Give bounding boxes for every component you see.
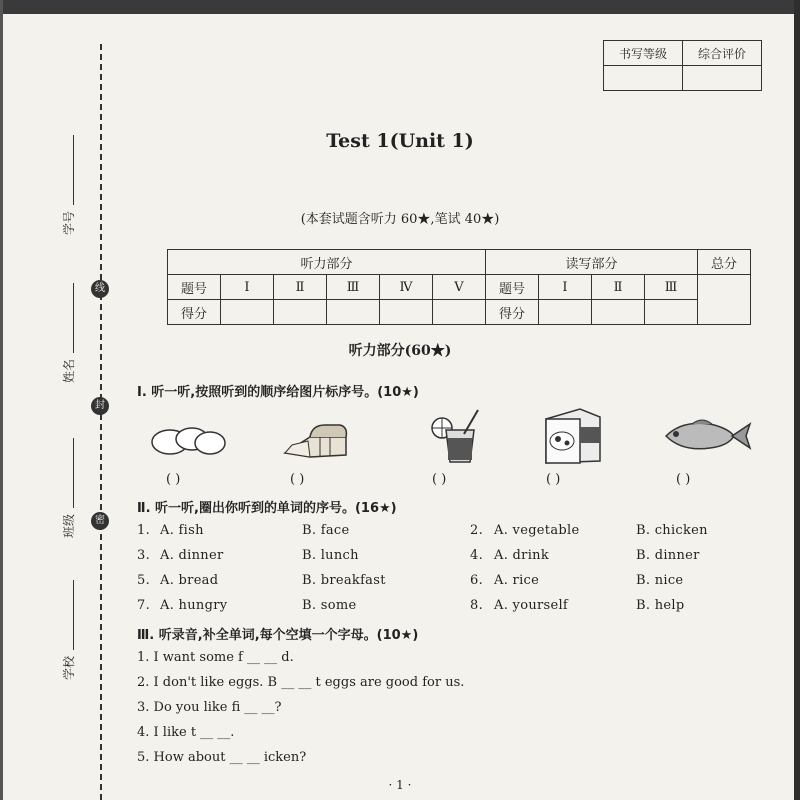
option-b[interactable]: B. dinner bbox=[636, 548, 700, 563]
score-table-row-label: 得分 bbox=[486, 300, 539, 325]
option-b[interactable]: B. lunch bbox=[302, 548, 359, 563]
grade-box-overall-label: 综合评价 bbox=[683, 41, 762, 66]
page-number: · 1 · bbox=[388, 778, 412, 792]
option-a[interactable]: A. bread bbox=[160, 573, 219, 588]
score-table-col: Ⅲ bbox=[645, 275, 698, 300]
answer-blank[interactable]: ( ) bbox=[290, 472, 305, 487]
score-table bbox=[167, 249, 751, 325]
option-b[interactable]: B. breakfast bbox=[302, 573, 386, 588]
fill-in-line[interactable]: 4. I like t __ __. bbox=[137, 725, 235, 740]
answer-blank[interactable]: ( ) bbox=[166, 472, 181, 487]
page-title: Test 1(Unit 1) bbox=[326, 130, 474, 152]
option-a[interactable]: A. vegetable bbox=[494, 523, 580, 538]
option-a[interactable]: A. fish bbox=[160, 523, 204, 538]
binding-mark-seal: 封 bbox=[91, 397, 109, 415]
bread-picture bbox=[280, 415, 350, 460]
item-number: 3. bbox=[137, 548, 151, 563]
page-subtitle: (本套试题含听力 60★,笔试 40★) bbox=[300, 212, 500, 227]
score-cell[interactable] bbox=[327, 300, 380, 325]
option-b[interactable]: B. some bbox=[302, 598, 357, 613]
score-table-col: Ⅲ bbox=[327, 275, 380, 300]
item-number: 2. bbox=[470, 523, 484, 538]
side-label-name: 姓名 bbox=[62, 358, 76, 383]
score-cell[interactable] bbox=[380, 300, 433, 325]
score-table-listening-header: 听力部分 bbox=[168, 250, 486, 275]
item-number: 6. bbox=[470, 573, 484, 588]
score-cell[interactable] bbox=[539, 300, 592, 325]
answer-blank[interactable]: ( ) bbox=[676, 472, 691, 487]
score-table-total-header: 总分 bbox=[698, 250, 751, 275]
drink-picture bbox=[428, 408, 486, 466]
option-b[interactable]: B. help bbox=[636, 598, 685, 613]
item-number: 7. bbox=[137, 598, 151, 613]
score-table-col: Ⅰ bbox=[221, 275, 274, 300]
grade-box-writing-label: 书写等级 bbox=[604, 41, 683, 66]
item-number: 1. bbox=[137, 523, 151, 538]
fish-picture bbox=[662, 416, 752, 456]
option-a[interactable]: A. dinner bbox=[160, 548, 224, 563]
score-table-col: Ⅴ bbox=[433, 275, 486, 300]
side-field-name bbox=[60, 283, 77, 383]
side-field-line[interactable] bbox=[63, 580, 74, 650]
option-a[interactable]: A. hungry bbox=[160, 598, 228, 613]
grade-box-overall-cell[interactable] bbox=[683, 66, 762, 91]
fill-in-line[interactable]: 2. I don't like eggs. B __ __ t eggs are good for us. bbox=[137, 675, 465, 690]
part3-heading: Ⅲ. 听录音,补全单词,每个空填一个字母。(10★) bbox=[137, 628, 419, 643]
binding-line bbox=[100, 44, 102, 800]
option-b[interactable]: B. nice bbox=[636, 573, 684, 588]
answer-blank[interactable]: ( ) bbox=[432, 472, 447, 487]
score-table-col: Ⅰ bbox=[539, 275, 592, 300]
milk-box-picture bbox=[540, 405, 604, 467]
option-a[interactable]: A. yourself bbox=[494, 598, 569, 613]
score-table-col: Ⅱ bbox=[274, 275, 327, 300]
scan-edge-left bbox=[0, 0, 3, 800]
grade-box bbox=[603, 40, 762, 91]
item-number: 8. bbox=[470, 598, 484, 613]
score-table-row-label: 题号 bbox=[486, 275, 539, 300]
side-field-school bbox=[60, 580, 77, 680]
score-cell[interactable] bbox=[274, 300, 327, 325]
side-field-line[interactable] bbox=[63, 438, 74, 508]
scan-edge-top bbox=[0, 0, 800, 14]
side-label-class: 班级 bbox=[62, 513, 76, 538]
binding-mark-secret: 密 bbox=[91, 512, 109, 530]
score-table-total-cell[interactable] bbox=[698, 275, 751, 325]
option-b[interactable]: B. face bbox=[302, 523, 350, 538]
side-label-student-number: 学号 bbox=[62, 210, 76, 235]
score-table-row-label: 得分 bbox=[168, 300, 221, 325]
fill-in-line[interactable]: 3. Do you like fi __ __? bbox=[137, 700, 282, 715]
score-cell[interactable] bbox=[221, 300, 274, 325]
answer-blank[interactable]: ( ) bbox=[546, 472, 561, 487]
grade-box-writing-cell[interactable] bbox=[604, 66, 683, 91]
option-a[interactable]: A. rice bbox=[494, 573, 540, 588]
eggs-picture bbox=[148, 420, 228, 460]
score-table-col: Ⅱ bbox=[592, 275, 645, 300]
part2-heading: Ⅱ. 听一听,圈出你听到的单词的序号。(16★) bbox=[137, 501, 397, 516]
option-b[interactable]: B. chicken bbox=[636, 523, 708, 538]
score-cell[interactable] bbox=[645, 300, 698, 325]
fill-in-line[interactable]: 1. I want some f __ __ d. bbox=[137, 650, 294, 665]
score-cell[interactable] bbox=[433, 300, 486, 325]
part1-heading: Ⅰ. 听一听,按照听到的顺序给图片标序号。(10★) bbox=[137, 385, 419, 400]
fill-in-line[interactable]: 5. How about __ __ icken? bbox=[137, 750, 307, 765]
score-table-reading-header: 读写部分 bbox=[486, 250, 698, 275]
score-table-row-label: 题号 bbox=[168, 275, 221, 300]
item-number: 5. bbox=[137, 573, 151, 588]
section-title: 听力部分(60★) bbox=[348, 343, 452, 359]
scan-edge-right bbox=[794, 0, 800, 800]
option-a[interactable]: A. drink bbox=[494, 548, 549, 563]
score-table-col: Ⅳ bbox=[380, 275, 433, 300]
side-label-school: 学校 bbox=[62, 655, 76, 680]
binding-mark-line: 线 bbox=[91, 280, 109, 298]
side-field-class bbox=[60, 438, 77, 538]
score-cell[interactable] bbox=[592, 300, 645, 325]
item-number: 4. bbox=[470, 548, 484, 563]
